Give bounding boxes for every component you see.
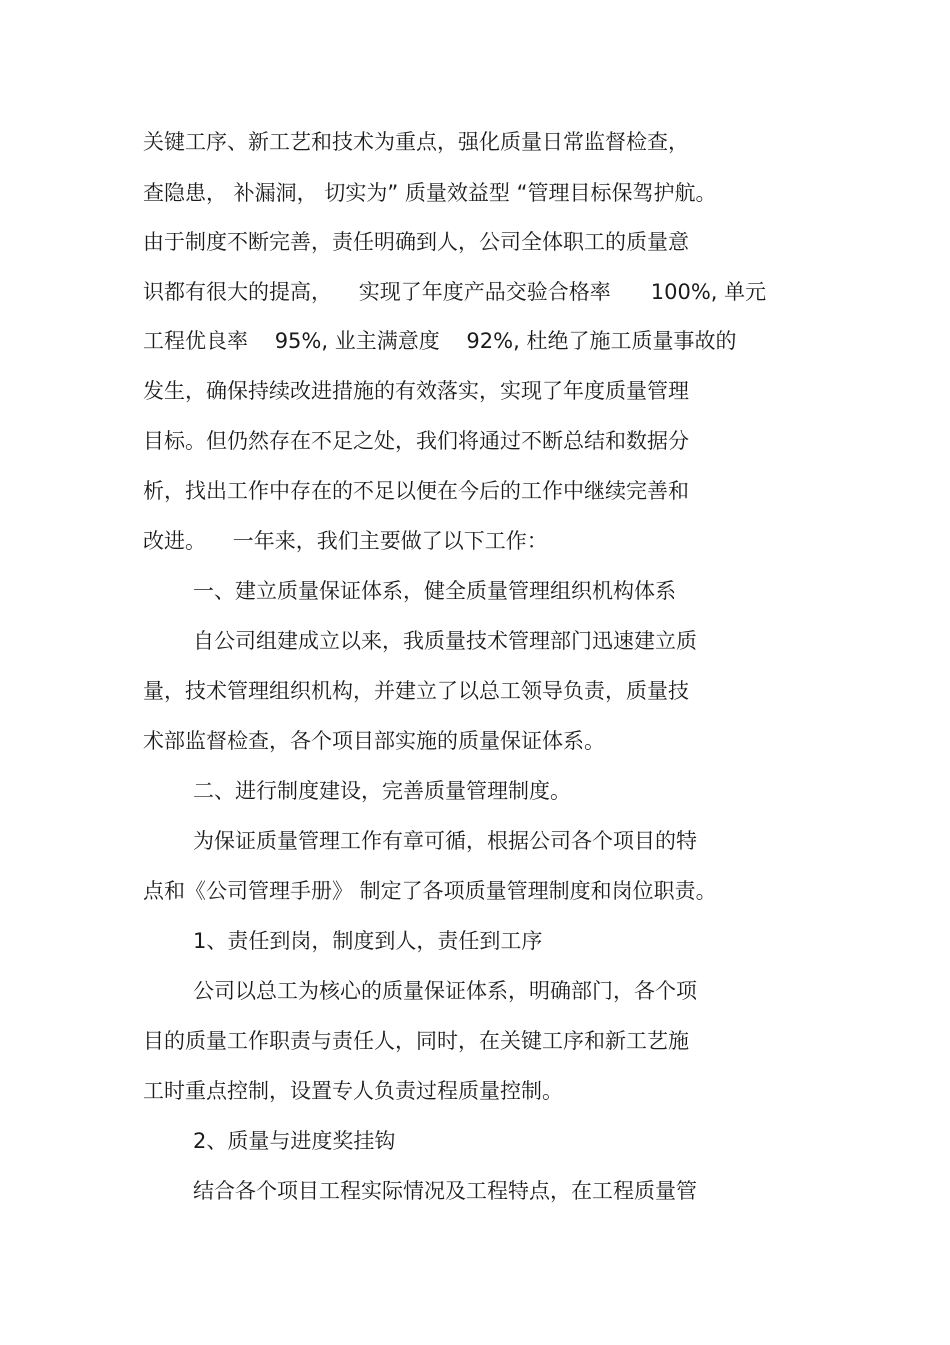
text-line-15: 为保证质量管理工作有章可循，根据公司各个项目的特 <box>193 829 697 853</box>
text-line-19: 目的质量工作职责与责任人，同时，在关键工序和新工艺施 <box>143 1029 689 1053</box>
text-line-3: 由于制度不断完善，责任明确到人，公司全体职工的质量意 <box>143 230 689 254</box>
text-line-16: 点和《公司管理手册》 制定了各项质量管理制度和岗位职责。 <box>143 879 717 903</box>
text-line-6: 发生，确保持续改进措施的有效落实，实现了年度质量管理 <box>143 379 689 403</box>
text-line-11: 自公司组建成立以来，我质量技术管理部门迅速建立质 <box>193 629 697 653</box>
text-line-18: 公司以总工为核心的质量保证体系，明确部门，各个项 <box>193 979 697 1003</box>
text-line-9: 改进。 一年来，我们主要做了以下工作： <box>143 529 548 553</box>
text-line-20: 工时重点控制，设置专人负责过程质量控制。 <box>143 1079 563 1103</box>
subsection-heading-2: 2、质量与进度奖挂钩 <box>193 1129 396 1153</box>
text-line-8: 析，找出工作中存在的不足以便在今后的工作中继续完善和 <box>143 479 689 503</box>
text-line-7: 目标。但仍然存在不足之处，我们将通过不断总结和数据分 <box>143 429 689 453</box>
text-line-12: 量，技术管理组织机构，并建立了以总工领导负责，质量技 <box>143 679 689 703</box>
text-line-5: 工程优良率 95%, 业主满意度 92%, 杜绝了施工质量事故的 <box>143 329 737 353</box>
text-line-4: 识都有很大的提高， 实现了年度产品交验合格率 100%, 单元 <box>143 280 767 304</box>
subsection-heading-1: 1、责任到岗，制度到人，责任到工序 <box>193 929 543 953</box>
text-line-13: 术部监督检查，各个项目部实施的质量保证体系。 <box>143 729 605 753</box>
text-line-22: 结合各个项目工程实际情况及工程特点，在工程质量管 <box>193 1179 697 1203</box>
section-heading-2: 二、进行制度建设，完善质量管理制度。 <box>193 779 571 803</box>
section-heading-1: 一、建立质量保证体系，健全质量管理组织机构体系 <box>193 579 676 603</box>
text-line-1: 关键工序、新工艺和技术为重点，强化质量日常监督检查， <box>143 130 689 154</box>
text-line-2: 查隐患， 补漏洞， 切实为” 质量效益型 “管理目标保驾护航。 <box>143 181 717 205</box>
